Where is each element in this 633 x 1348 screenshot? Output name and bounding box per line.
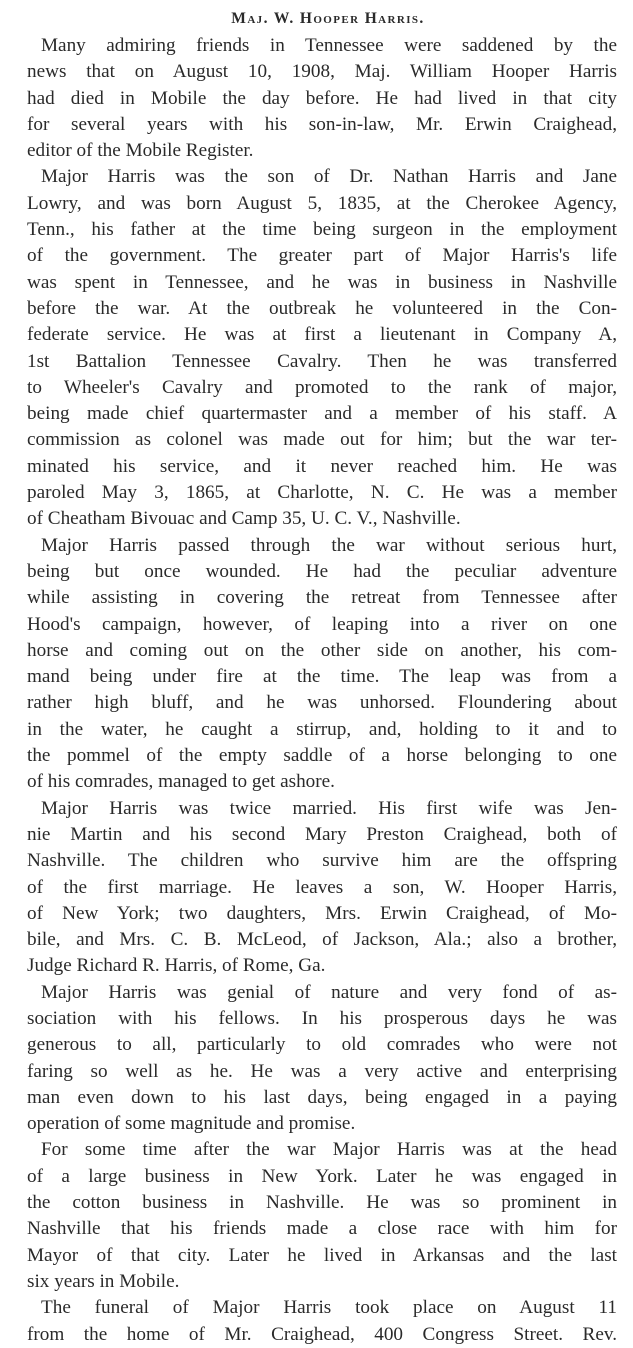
text-line: Major Harris passed through the war without serious hurt, xyxy=(41,534,617,556)
text-line: before the war. At the outbreak he volunteered in the Con- xyxy=(27,297,617,319)
text-line: being but once wounded. He had the peculiar adventure xyxy=(27,560,617,582)
text-line: Mayor of that city. Later he lived in Arkansas and the last xyxy=(27,1244,617,1266)
text-line: in the water, he caught a stirrup, and, holding to it and to xyxy=(27,718,617,740)
text-line: six years in Mobile. xyxy=(27,1270,180,1292)
article-paragraph xyxy=(27,796,617,980)
text-line: the cotton business in Nashville. He was so prominent in xyxy=(27,1192,617,1214)
text-line: Major Harris was genial of nature and very fond of as- xyxy=(41,981,617,1003)
text-line: generous to all, particularly to old comrades who were not xyxy=(27,1034,617,1056)
text-line: The funeral of Major Harris took place on August 11 xyxy=(41,1297,617,1319)
text-line: the pommel of the empty saddle of a horse belonging to one xyxy=(27,745,617,767)
text-line: Lowry, and was born August 5, 1835, at the Cherokee Agency, xyxy=(27,192,617,214)
text-line: federate service. He was at first a lieutenant in Company A, xyxy=(27,324,617,346)
text-line: editor of the Mobile Register. xyxy=(27,140,254,162)
article-paragraph xyxy=(27,33,617,164)
text-line: for several years with his son-in-law, Mr. Erwin Craighead, xyxy=(27,113,617,135)
text-line: of Cheatham Bivouac and Camp 35, U. C. V., Nashville. xyxy=(27,508,461,530)
text-line: of a large business in New York. Later he was engaged in xyxy=(27,1165,617,1187)
article-title: Maj. W. Hooper Harris. xyxy=(231,10,425,27)
text-line: nie Martin and his second Mary Preston Craighead, both of xyxy=(27,823,617,845)
text-line: operation of some magnitude and promise. xyxy=(27,1113,356,1135)
text-line: sociation with his fellows. In his prosperous days he was xyxy=(27,1007,617,1029)
text-line: was spent in Tennessee, and he was in business in Nashville xyxy=(27,271,617,293)
article-paragraph xyxy=(27,533,617,796)
text-line: of the first marriage. He leaves a son, W. Hooper Harris, xyxy=(27,876,617,898)
text-line: to Wheeler's Cavalry and promoted to the rank of major, xyxy=(27,376,617,398)
text-line: had died in Mobile the day before. He had lived in that city xyxy=(27,87,617,109)
text-line: Many admiring friends in Tennessee were saddened by the xyxy=(41,35,617,56)
text-line: man even down to his last days, being engaged in a paying xyxy=(27,1086,617,1108)
text-line: of the government. The greater part of Major Harris's life xyxy=(27,245,617,267)
text-line: For some time after the war Major Harris was at the head xyxy=(41,1139,617,1161)
text-line: being made chief quartermaster and a member of his staff. A xyxy=(27,403,617,425)
text-line: faring so well as he. He was a very active and enterprising xyxy=(27,1060,617,1082)
text-line: from the home of Mr. Craighead, 400 Congress Street. Rev. xyxy=(27,1323,617,1345)
text-line: of his comrades, managed to get ashore. xyxy=(27,771,335,793)
text-line: paroled May 3, 1865, at Charlotte, N. C. He was a member xyxy=(27,482,617,504)
text-line: horse and coming out on the other side on another, his com- xyxy=(27,639,617,661)
article-paragraph xyxy=(27,1137,617,1295)
text-line: Nashville. The children who survive him are the offspring xyxy=(27,850,617,872)
text-line: Major Harris was twice married. His first wife was Jen- xyxy=(41,797,617,819)
text-line: Major Harris was the son of Dr. Nathan Harris and Jane xyxy=(41,166,617,188)
text-line: of New York; two daughters, Mrs. Erwin Craighead, of Mo- xyxy=(27,902,617,924)
text-line: while assisting in covering the retreat from Tennessee after xyxy=(27,587,617,609)
text-line: bile, and Mrs. C. B. McLeod, of Jackson, Ala.; also a brother, xyxy=(27,929,617,951)
text-line: Hood's campaign, however, of leaping into a river on one xyxy=(27,613,617,635)
text-line: 1st Battalion Tennessee Cavalry. Then he was transferred xyxy=(27,350,617,372)
text-line: Tenn., his father at the time being surgeon in the employment xyxy=(27,219,617,241)
text-line: news that on August 10, 1908, Maj. William Hooper Harris xyxy=(27,61,617,83)
text-line: Judge Richard R. Harris, of Rome, Ga. xyxy=(27,955,326,977)
text-line: minated his service, and it never reached him. He was xyxy=(27,455,617,477)
article-paragraph xyxy=(27,1295,617,1348)
text-line: rather high bluff, and he was unhorsed. Floundering about xyxy=(27,692,617,714)
article-paragraph xyxy=(27,164,617,532)
text-line: Nashville that his friends made a close race with him for xyxy=(27,1218,617,1240)
text-line: commission as colonel was made out for him; but the war ter- xyxy=(27,429,617,451)
article-paragraph xyxy=(27,980,617,1138)
article-body xyxy=(27,33,617,1348)
text-line: mand being under fire at the time. The leap was from a xyxy=(27,666,617,688)
